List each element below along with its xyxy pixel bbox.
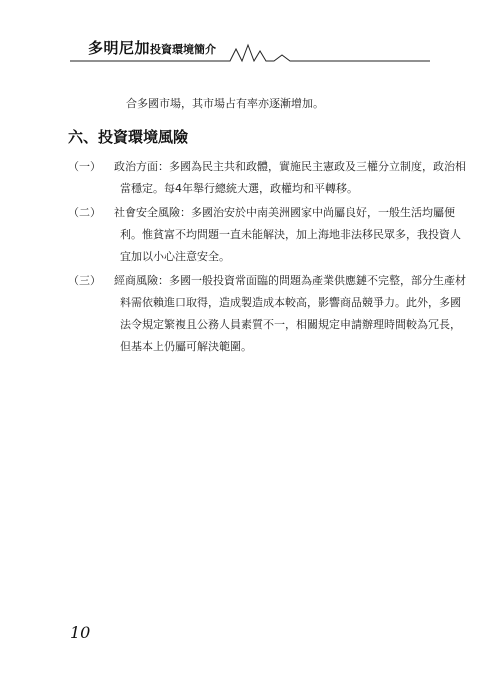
risk-item-line: 當穩定。每4年舉行總統大選，政權均和平轉移。 [120, 182, 358, 195]
header-title [88, 37, 216, 58]
risk-item-marker: （一） [68, 160, 101, 173]
header-title-large: 多明尼加 [88, 39, 151, 57]
risk-item-political [68, 156, 466, 200]
page-number: 10 [70, 623, 91, 642]
risk-item-social-security [68, 202, 461, 268]
risk-item-line: 經商風險：多國一般投資常面臨的問題為產業供應鏈不完整，部分生產材 [114, 274, 466, 287]
risk-item-line: 社會安全風險：多國治安於中南美洲國家中尚屬良好，一般生活均屬便 [114, 206, 455, 219]
running-header [70, 37, 430, 63]
risk-item-line: 料需依賴進口取得，造成製造成本較高，影響商品競爭力。此外，多國 [120, 296, 461, 309]
intro-text: 合多國市場，其市場占有率亦逐漸增加。 [126, 97, 324, 110]
risk-list [68, 156, 466, 360]
section-title: 六、投資環境風險 [68, 128, 189, 146]
risk-item-line: 利。惟貧富不均問題一直未能解決，加上海地非法移民眾多，我投資人 [120, 228, 461, 241]
risk-item-line: 政治方面：多國為民主共和政體，實施民主憲政及三權分立制度，政治相 [114, 160, 466, 173]
risk-item-business [68, 270, 466, 358]
risk-item-marker: （二） [68, 206, 101, 219]
risk-item-line: 宜加以小心注意安全。 [120, 250, 230, 263]
risk-item-line: 法令規定繁複且公務人員素質不一，相關規定申請辦理時間較為冗長， [120, 318, 461, 331]
header-title-small: 投資環境簡介 [150, 43, 217, 56]
risk-item-marker: （三） [68, 274, 101, 287]
risk-item-line: 但基本上仍屬可解決範圍。 [120, 340, 252, 353]
